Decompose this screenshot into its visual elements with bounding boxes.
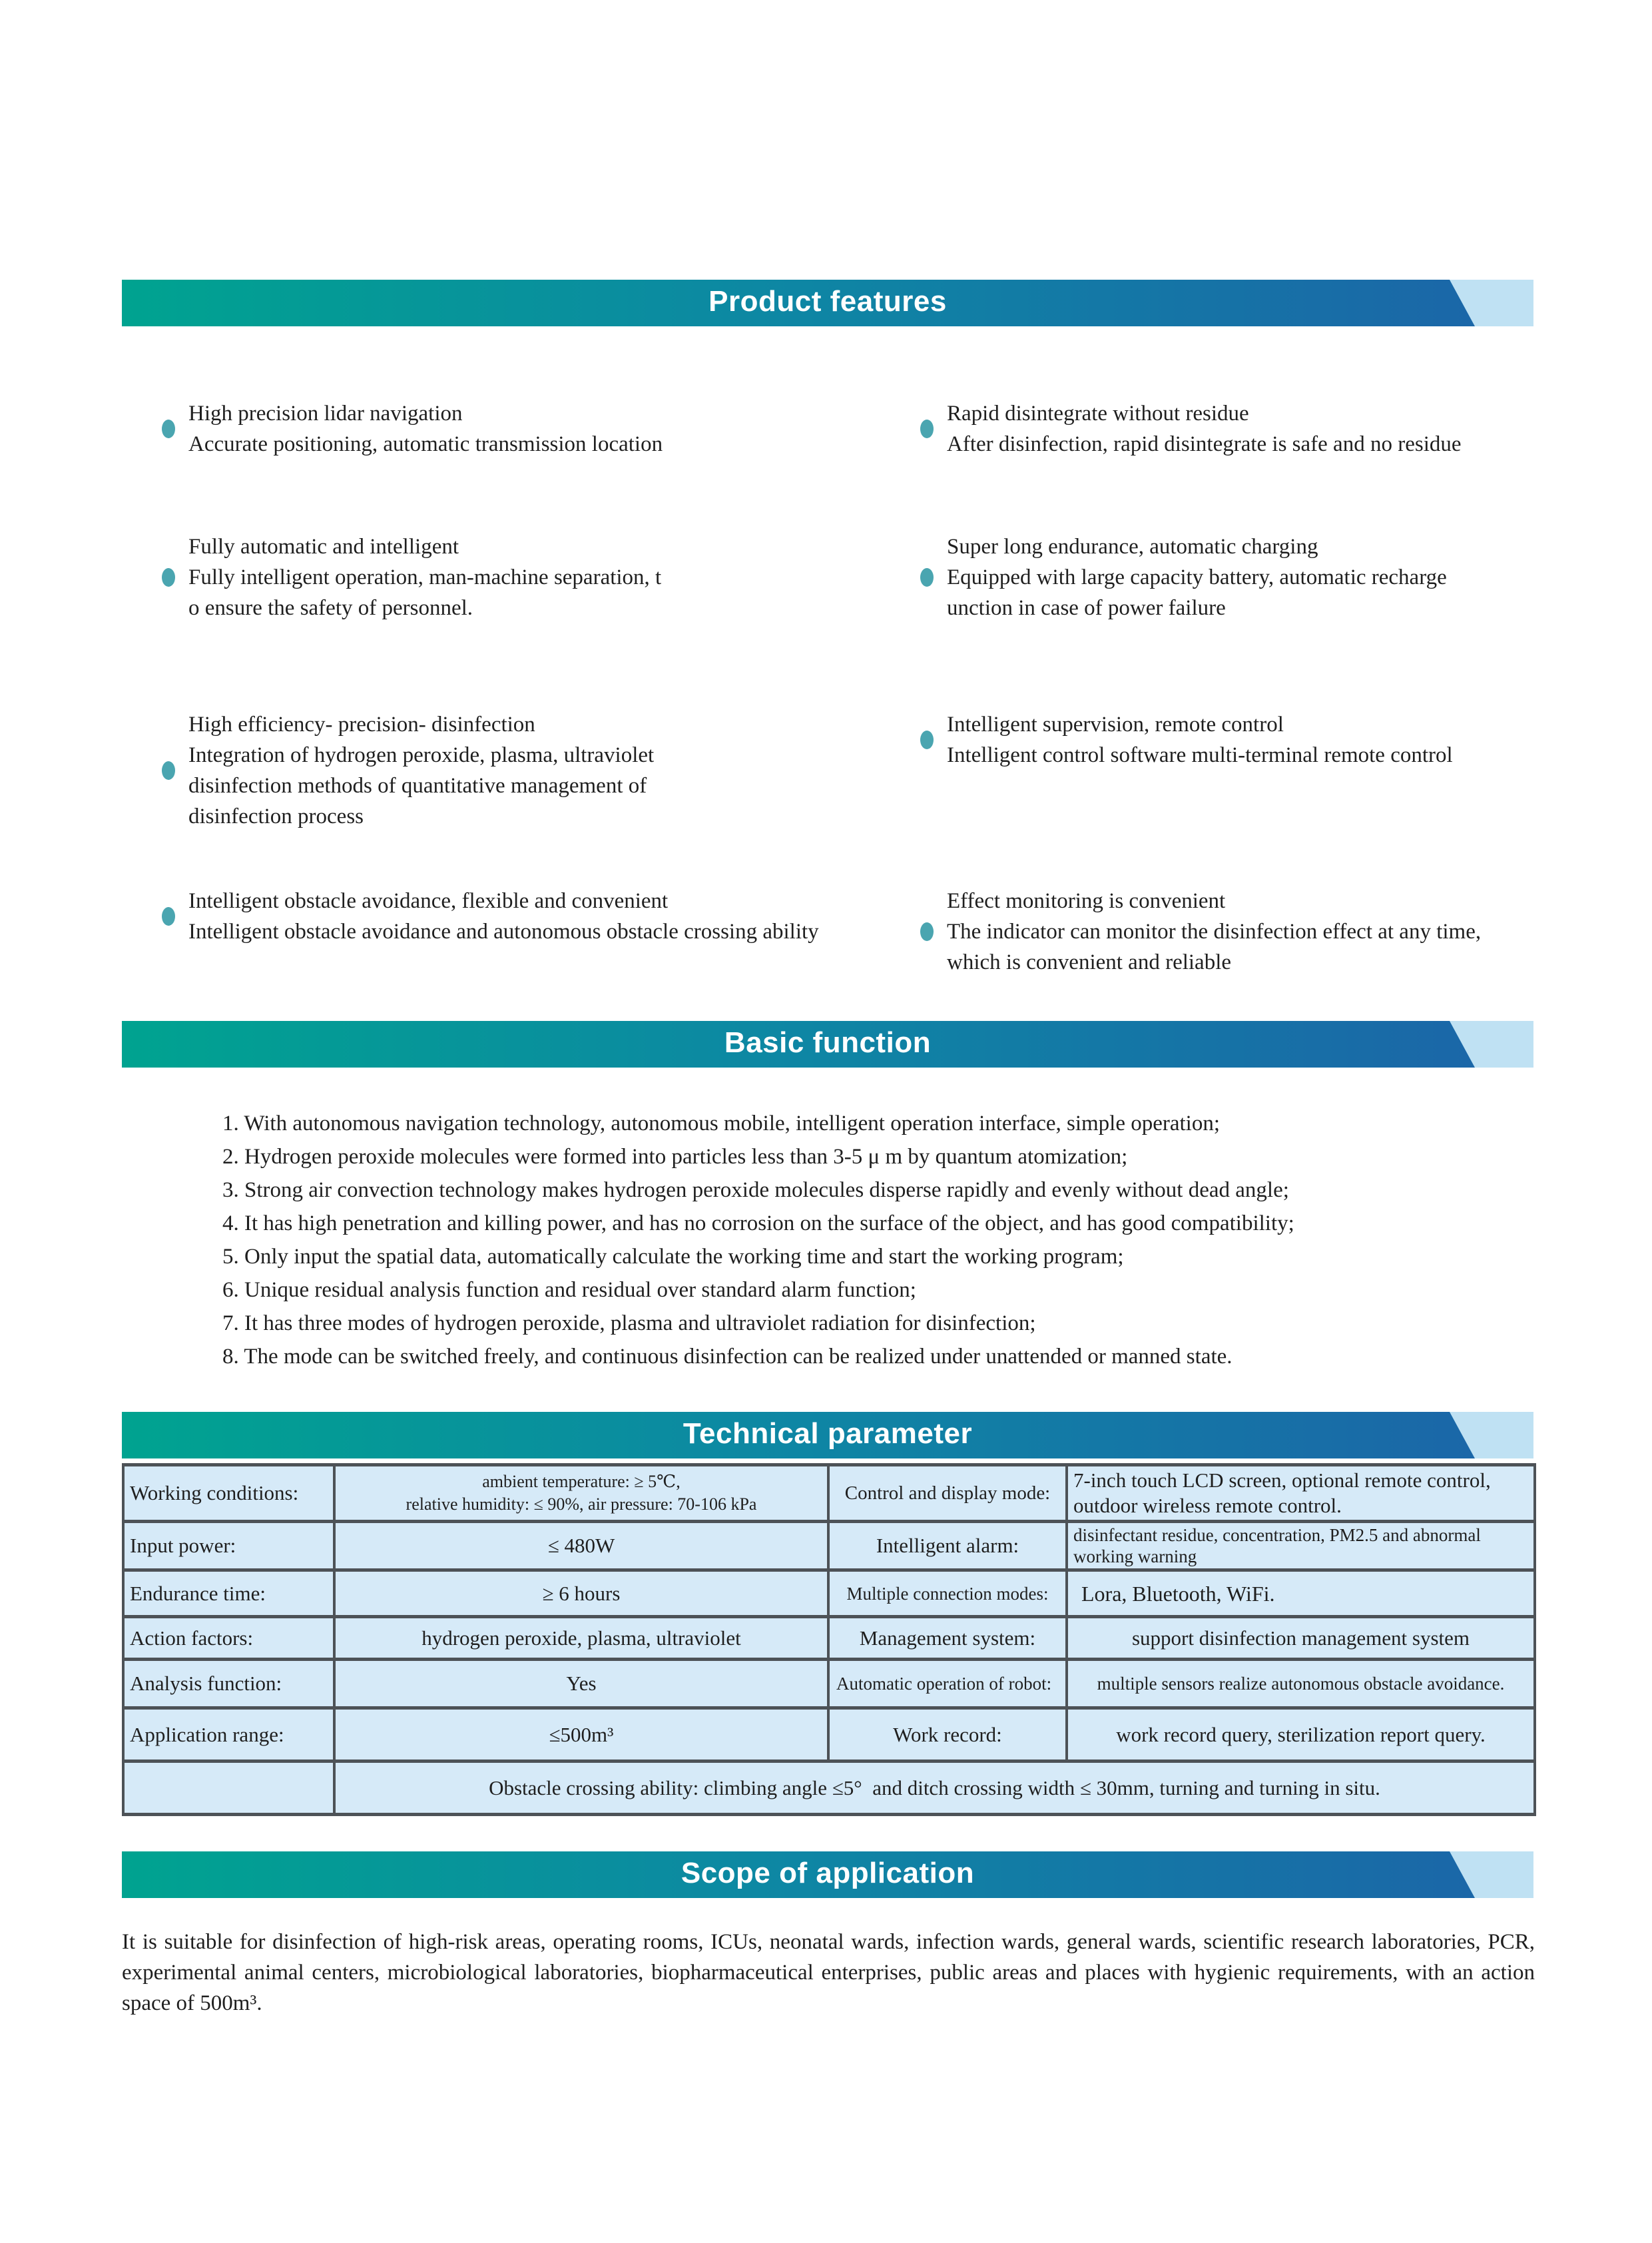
feature-item xyxy=(920,398,1535,460)
section-banner-product-features xyxy=(122,280,1533,326)
feature-item xyxy=(122,709,920,832)
table-row xyxy=(123,1570,1535,1617)
feature-line: Intelligent supervision, remote control xyxy=(947,713,1284,737)
basic-function-item: 8. The mode can be switched freely, and continuous disinfection can be realized under unattended or manned state. xyxy=(222,1345,1233,1369)
bullet-icon xyxy=(162,761,175,780)
param-obstacle-crossing-note: Obstacle crossing ability: climbing angle ≤5° and ditch crossing width ≤ 30mm, turning and turning in situ. xyxy=(334,1762,1535,1815)
basic-function-item: 3. Strong air convection technology makes hydrogen peroxide molecules disperse rapidly and evenly without dead angle; xyxy=(222,1178,1289,1202)
param-action-factors-value: hydrogen peroxide, plasma, ultraviolet xyxy=(334,1617,828,1660)
feature-line: The indicator can monitor the disinfection effect at any time, xyxy=(947,920,1482,944)
section-banner-basic-function xyxy=(122,1021,1533,1068)
basic-function-item: 1. With autonomous navigation technology, autonomous mobile, intelligent operation interface, simple operation; xyxy=(222,1112,1221,1135)
feature-line: which is convenient and reliable xyxy=(947,950,1232,974)
feature-grid xyxy=(122,398,1535,978)
param-intelligent-alarm-value: disinfectant residue, concentration, PM2.5 and abnormal working warning xyxy=(1067,1522,1535,1570)
feature-line: o ensure the safety of personnel. xyxy=(188,596,473,620)
param-endurance-time-label: Endurance time: xyxy=(123,1570,334,1617)
table-row xyxy=(123,1762,1535,1815)
param-working-conditions-label: Working conditions: xyxy=(123,1465,334,1522)
table-row xyxy=(123,1465,1535,1522)
basic-function-item: 4. It has high penetration and killing power, and has no corrosion on the surface of the object, and has good compatibility; xyxy=(222,1211,1294,1235)
technical-parameter-table xyxy=(122,1463,1536,1816)
feature-line: Accurate positioning, automatic transmission location xyxy=(188,432,663,456)
feature-line: Super long endurance, automatic charging xyxy=(947,535,1318,559)
param-application-range-label: Application range: xyxy=(123,1708,334,1762)
feature-line: unction in case of power failure xyxy=(947,596,1226,620)
param-action-factors-label: Action factors: xyxy=(123,1617,334,1660)
feature-item xyxy=(122,886,920,947)
param-analysis-function-value: Yes xyxy=(334,1660,828,1708)
feature-line: Effect monitoring is convenient xyxy=(947,889,1226,913)
section-banner-technical-parameter xyxy=(122,1412,1533,1458)
feature-line: High efficiency- precision- disinfection xyxy=(188,713,535,737)
bullet-icon xyxy=(920,731,934,749)
section-title: Product features xyxy=(708,285,947,318)
feature-line: Intelligent control software multi-terminal remote control xyxy=(947,743,1453,767)
feature-item xyxy=(920,886,1535,978)
section-title: Scope of application xyxy=(681,1857,975,1889)
param-working-conditions-value xyxy=(334,1465,828,1522)
feature-line: Integration of hydrogen peroxide, plasma, ultraviolet xyxy=(188,743,655,767)
basic-function-list xyxy=(222,1107,1554,1373)
param-connection-modes-value: Lora, Bluetooth, WiFi. xyxy=(1067,1570,1535,1617)
empty-cell xyxy=(123,1762,334,1815)
param-management-system-value: support disinfection management system xyxy=(1067,1617,1535,1660)
bullet-icon xyxy=(162,907,175,926)
basic-function-item: 5. Only input the spatial data, automatically calculate the working time and start the working program; xyxy=(222,1245,1124,1269)
table-row xyxy=(123,1660,1535,1708)
feature-item xyxy=(920,531,1535,623)
param-input-power-value: ≤ 480W xyxy=(334,1522,828,1570)
table-row xyxy=(123,1522,1535,1570)
feature-line: Fully intelligent operation, man-machine separation, t xyxy=(188,565,662,589)
param-control-display-label: Control and display mode: xyxy=(828,1465,1067,1522)
param-value-line: relative humidity: ≤ 90%, air pressure: 70-106 kPa xyxy=(406,1494,757,1514)
section-title: Basic function xyxy=(724,1026,932,1059)
feature-line: Rapid disintegrate without residue xyxy=(947,402,1249,426)
table-row xyxy=(123,1617,1535,1660)
param-automatic-operation-label: Automatic operation of robot: xyxy=(828,1660,1067,1708)
param-control-display-value: 7-inch touch LCD screen, optional remote control, outdoor wireless remote control. xyxy=(1067,1465,1535,1522)
feature-line: disinfection process xyxy=(188,804,364,828)
bullet-icon xyxy=(162,568,175,587)
feature-line: After disinfection, rapid disintegrate is safe and no residue xyxy=(947,432,1462,456)
basic-function-item: 7. It has three modes of hydrogen peroxide, plasma and ultraviolet radiation for disinfection; xyxy=(222,1311,1036,1335)
bullet-icon xyxy=(920,922,934,941)
section-banner-scope-of-application xyxy=(122,1851,1533,1898)
param-analysis-function-label: Analysis function: xyxy=(123,1660,334,1708)
scope-of-application-text: It is suitable for disinfection of high-risk areas, operating rooms, ICUs, neonatal wards, infection wards, general wards, scientific research laboratories, PCR, experimental animal centers, microbiological laboratories, biopharmaceutical enterprises, public areas and places with hygienic requirements, with an action space of 500m³. xyxy=(122,1930,1535,2015)
feature-line: High precision lidar navigation xyxy=(188,402,463,426)
param-work-record-value: work record query, sterilization report query. xyxy=(1067,1708,1535,1762)
feature-item xyxy=(122,398,920,460)
param-management-system-label: Management system: xyxy=(828,1617,1067,1660)
bullet-icon xyxy=(162,420,175,438)
param-connection-modes-label: Multiple connection modes: xyxy=(828,1570,1067,1617)
table-row xyxy=(123,1708,1535,1762)
param-input-power-label: Input power: xyxy=(123,1522,334,1570)
param-value-line: ambient temperature: ≥ 5℃, xyxy=(482,1472,681,1491)
param-endurance-time-value: ≥ 6 hours xyxy=(334,1570,828,1617)
bullet-icon xyxy=(920,568,934,587)
feature-line: disinfection methods of quantitative management of xyxy=(188,774,647,798)
param-application-range-value: ≤500m³ xyxy=(334,1708,828,1762)
bullet-icon xyxy=(920,420,934,438)
section-title: Technical parameter xyxy=(683,1417,973,1450)
basic-function-item: 6. Unique residual analysis function and residual over standard alarm function; xyxy=(222,1278,916,1302)
feature-line: Intelligent obstacle avoidance and autonomous obstacle crossing ability xyxy=(188,920,819,944)
feature-line: Fully automatic and intelligent xyxy=(188,535,459,559)
basic-function-item: 2. Hydrogen peroxide molecules were formed into particles less than 3-5 μ m by quantum atomization; xyxy=(222,1145,1128,1169)
param-automatic-operation-value: multiple sensors realize autonomous obstacle avoidance. xyxy=(1067,1660,1535,1708)
feature-line: Equipped with large capacity battery, automatic recharge xyxy=(947,565,1447,589)
feature-item xyxy=(920,709,1535,771)
feature-item xyxy=(122,531,920,623)
feature-line: Intelligent obstacle avoidance, flexible and convenient xyxy=(188,889,669,913)
param-work-record-label: Work record: xyxy=(828,1708,1067,1762)
param-intelligent-alarm-label: Intelligent alarm: xyxy=(828,1522,1067,1570)
